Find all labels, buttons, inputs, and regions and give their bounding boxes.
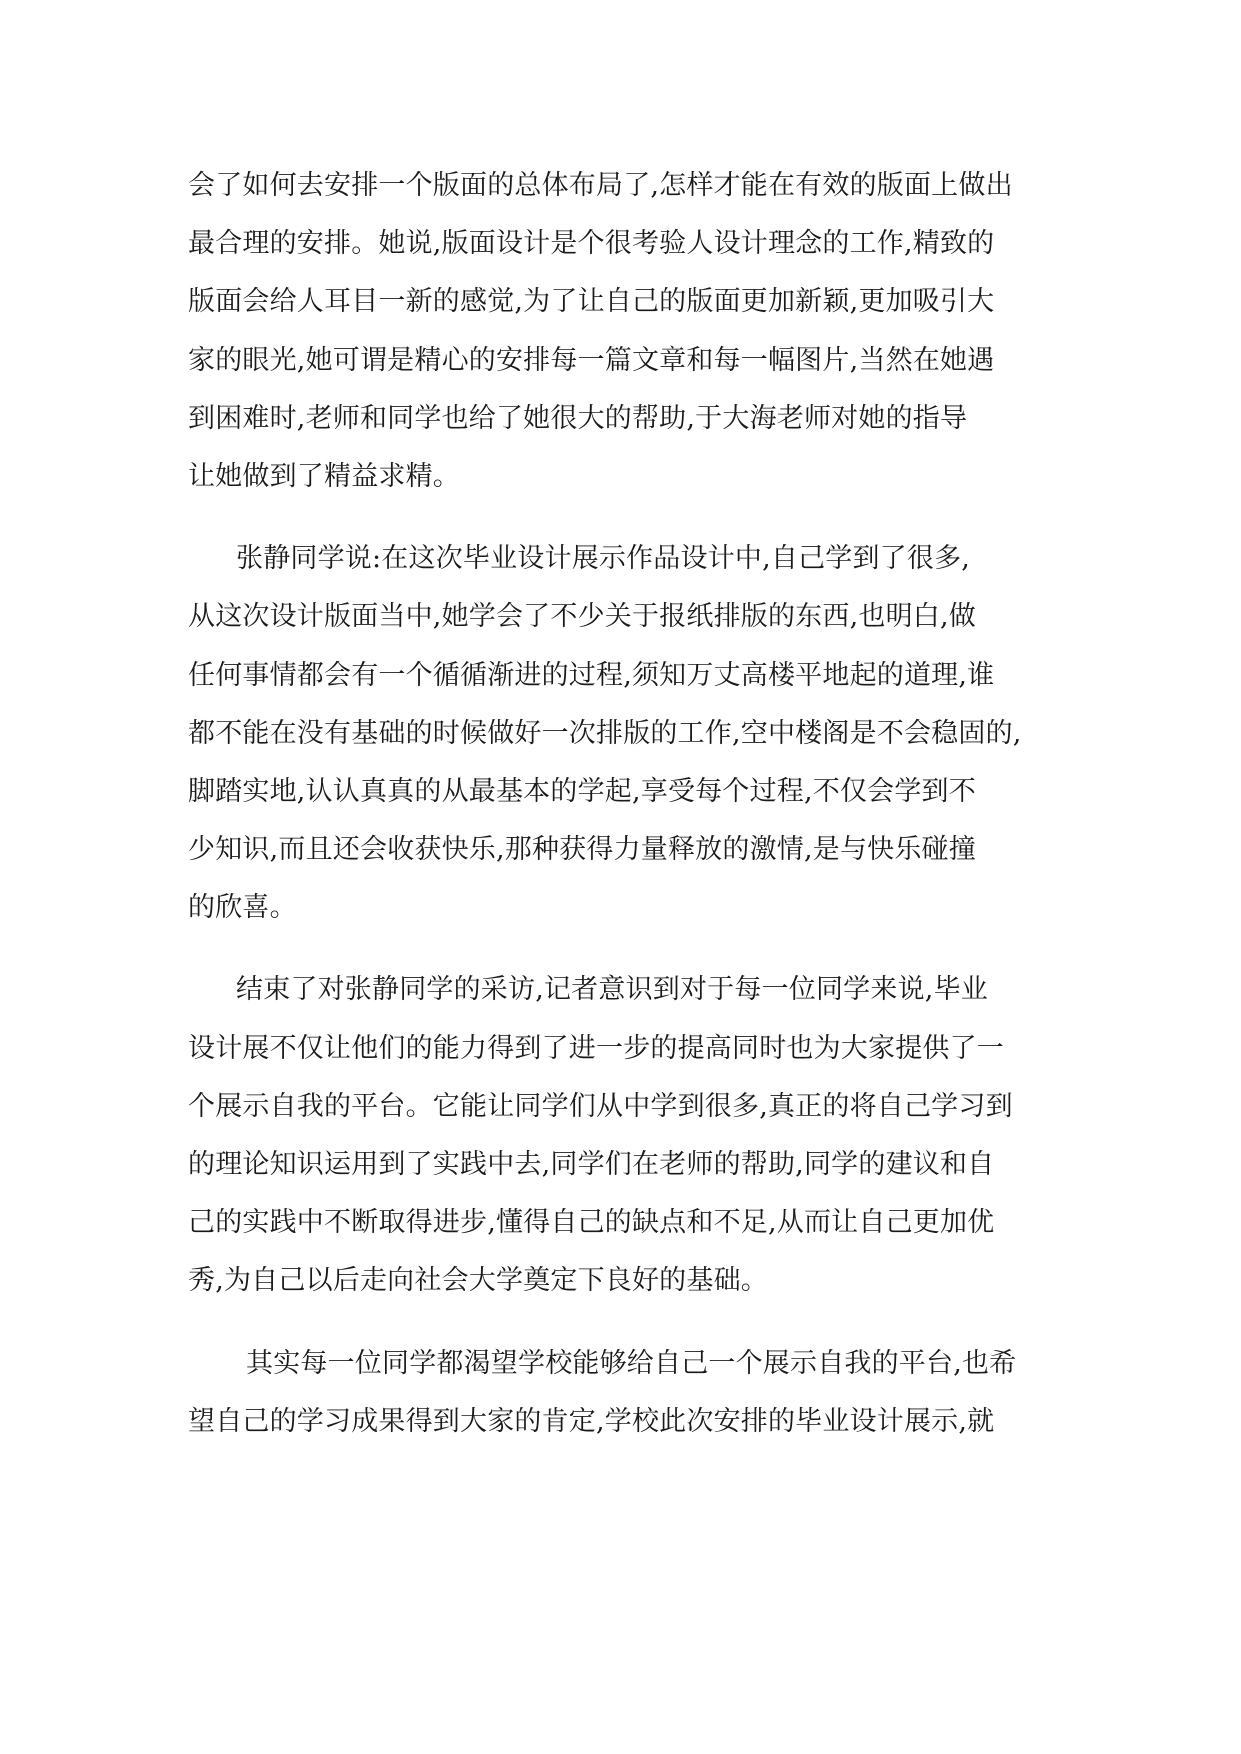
paragraph-3 — [188, 961, 1068, 1310]
text-line: 少知识,而且还会收获快乐,那种获得力量释放的激情,是与快乐碰撞 — [188, 834, 976, 866]
paragraph-gap — [188, 506, 1068, 530]
paragraph-gap — [188, 937, 1068, 961]
paragraph-2 — [188, 530, 1068, 937]
text-line: 其实每一位同学都渴望学校能够给自己一个展示自我的平台,也希 — [246, 1347, 1017, 1379]
text-line: 个展示自我的平台。它能让同学们从中学到很多,真正的将自己学习到 — [188, 1090, 1013, 1122]
text-line: 会了如何去安排一个版面的总体布局了,怎样才能在有效的版面上做出 — [188, 170, 1013, 201]
paragraph-1 — [188, 157, 1068, 506]
text-line: 己的实践中不断取得进步,懂得自己的缺点和不足,从而让自己更加优 — [188, 1207, 995, 1239]
text-line: 脚踏实地,认认真真的从最基本的学起,享受每个过程,不仅会学到不 — [188, 775, 976, 807]
article-body — [188, 157, 1068, 1451]
text-line: 版面会给人耳目一新的感觉,为了让自己的版面更加新颖,更加吸引大 — [188, 286, 995, 318]
text-line: 都不能在没有基础的时候做好一次排版的工作,空中楼阁是不会稳固的, — [188, 717, 1022, 749]
text-line: 张静同学说:在这次毕业设计展示作品设计中,自己学到了很多, — [236, 543, 971, 575]
text-line: 家的眼光,她可谓是精心的安排每一篇文章和每一幅图片,当然在她遇 — [188, 344, 995, 376]
text-line: 最合理的安排。她说,版面设计是个很考验人设计理念的工作,精致的 — [188, 228, 995, 260]
text-line: 望自己的学习成果得到大家的肯定,学校此次安排的毕业设计展示,就 — [188, 1405, 995, 1437]
text-line: 到困难时,老师和同学也给了她很大的帮助,于大海老师对她的指导 — [188, 402, 968, 434]
text-line: 从这次设计版面当中,她学会了不少关于报纸排版的东西,也明白,做 — [188, 601, 976, 633]
text-line: 让她做到了精益求精。 — [188, 460, 460, 492]
text-line: 秀,为自己以后走向社会大学奠定下良好的基础。 — [188, 1265, 768, 1297]
paragraph-4 — [188, 1335, 1068, 1451]
text-line: 的理论知识运用到了实践中去,同学们在老师的帮助,同学的建议和自 — [188, 1149, 995, 1180]
text-line: 结束了对张静同学的采访,记者意识到对于每一位同学来说,毕业 — [236, 974, 988, 1006]
text-line: 设计展不仅让他们的能力得到了进一步的提高同时也为大家提供了一 — [188, 1032, 1004, 1064]
text-line: 任何事情都会有一个循循渐进的过程,须知万丈高楼平地起的道理,谁 — [188, 659, 995, 691]
text-line: 的欣喜。 — [188, 892, 297, 924]
paragraph-gap — [188, 1311, 1068, 1335]
